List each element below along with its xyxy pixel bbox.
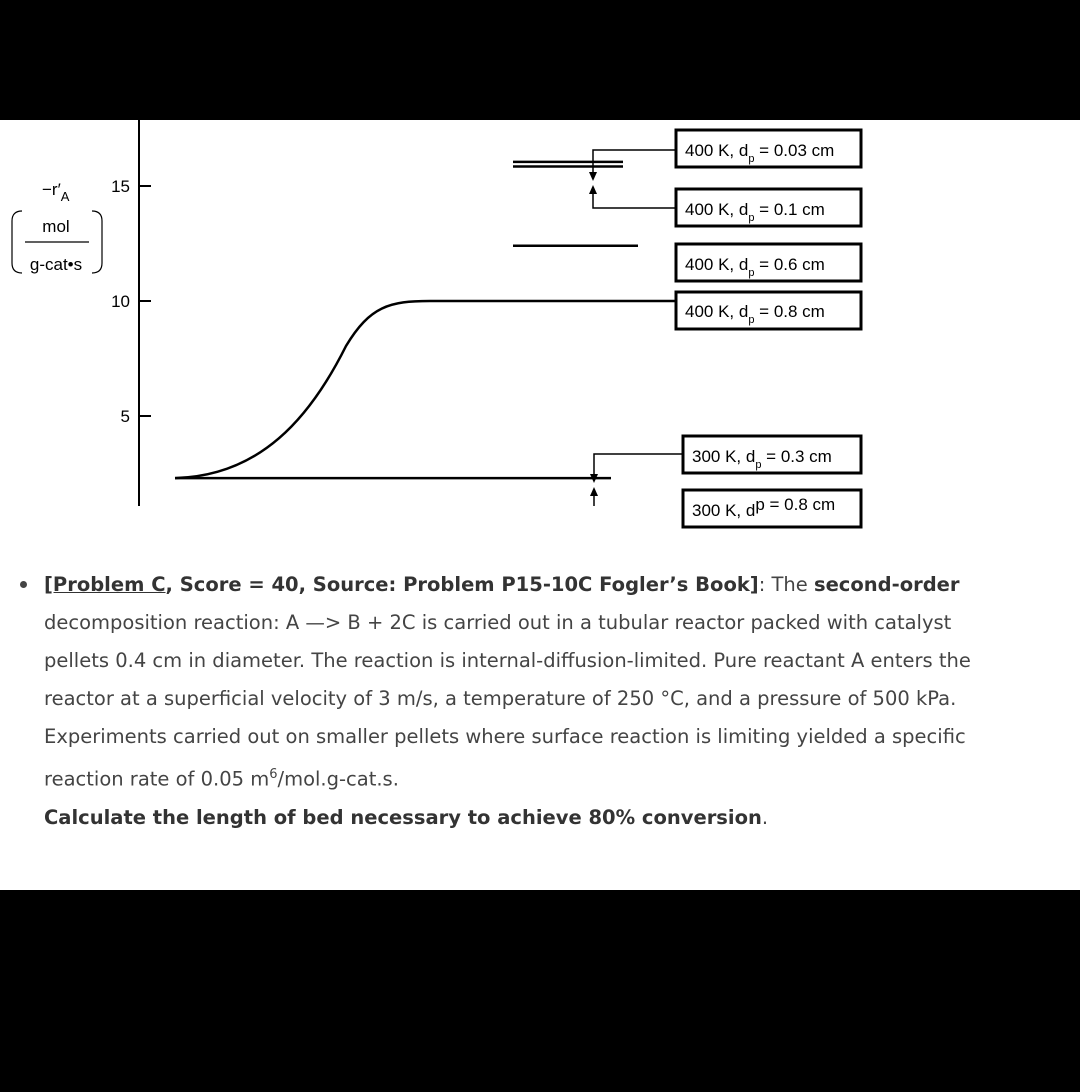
problem-text-2: /mol.g-cat.s. bbox=[277, 767, 399, 791]
y-axis-rate-label: $-r'_A$ bbox=[42, 180, 70, 204]
label-box-400k-06 bbox=[676, 244, 861, 281]
label-box-300k-03 bbox=[683, 436, 861, 473]
content-panel bbox=[0, 120, 1080, 890]
svg-text:400 K, dp = 0.1 cm: 400 K, $d_p = 0.1$ cm bbox=[685, 200, 825, 224]
label-box-300k-08-cropped bbox=[683, 490, 861, 527]
label-box-400k-01 bbox=[676, 189, 861, 226]
problem-task-text: Calculate the length of bed necessary to achieve 80% conversion bbox=[44, 805, 762, 829]
y-tick-label-10: 10 bbox=[111, 292, 130, 311]
svg-text:400 K, dp = 0.8 cm: 400 K, $d_p = 0.8$ cm bbox=[685, 302, 825, 326]
problem-text-1: decomposition reaction: A —> B + 2C is carried out in a tubular reactor packed with catalyst pellets 0.4 cm in diameter. The reaction is internal-diffusion-limited. Pure reactant A enters the reactor at a superficial velocity of 3 m/s, a temperature of 250 °C, and a pressure of 500 kPa. Experiments carried out on smaller pellets where surface reaction is limiting yielded a specific reaction rate of 0.05 m bbox=[44, 611, 971, 791]
arrowhead-curve-003 bbox=[589, 172, 597, 181]
label-box-400k-08 bbox=[676, 292, 861, 329]
y-axis-unit-numerator: mol bbox=[42, 217, 70, 236]
problem-statement bbox=[0, 566, 1080, 837]
svg-text:400 K, dp = 0.03 cm: 400 K, $d_p = 0.03$ cm bbox=[685, 141, 835, 165]
curve-400k-08 bbox=[175, 301, 676, 478]
y-axis-left-paren bbox=[12, 211, 22, 273]
arrow-curve-300-03 bbox=[594, 454, 683, 478]
problem-task-end: . bbox=[761, 805, 769, 829]
y-tick-label-5: 5 bbox=[120, 407, 130, 426]
problem-colon: : The bbox=[758, 573, 814, 596]
problem-score: , Score = 40, Source: Problem P15-10C Fogler’s Book] bbox=[165, 573, 759, 596]
y-tick-label-15: 15 bbox=[111, 177, 130, 196]
reaction-order: second-order bbox=[813, 573, 960, 596]
arrowhead-curve-01 bbox=[589, 185, 597, 194]
arrow-curve-01 bbox=[593, 190, 676, 208]
y-axis-unit-denominator: g-cat•s bbox=[29, 255, 83, 274]
rate-chart bbox=[0, 120, 1080, 520]
svg-text:300 K, dp = 0.3 cm: 300 K, $d_p = 0.3$ cm bbox=[692, 447, 832, 471]
problem-c-item bbox=[44, 566, 994, 799]
problem-task bbox=[44, 799, 1080, 837]
rate-exponent: 6 bbox=[269, 767, 278, 782]
arrowhead-curve-300-08 bbox=[590, 487, 598, 496]
svg-text:400 K, dp = 0.6 cm: 400 K, $d_p = 0.6$ cm bbox=[685, 255, 825, 279]
problem-heading: [Problem C bbox=[44, 573, 166, 596]
label-box-400k-003 bbox=[676, 130, 861, 167]
bullet-icon bbox=[20, 581, 27, 588]
y-axis-right-paren bbox=[92, 211, 102, 273]
svg-text:300 K, dp = 0.8 cm: 300 K, dp = 0.8 cm bbox=[692, 495, 836, 520]
